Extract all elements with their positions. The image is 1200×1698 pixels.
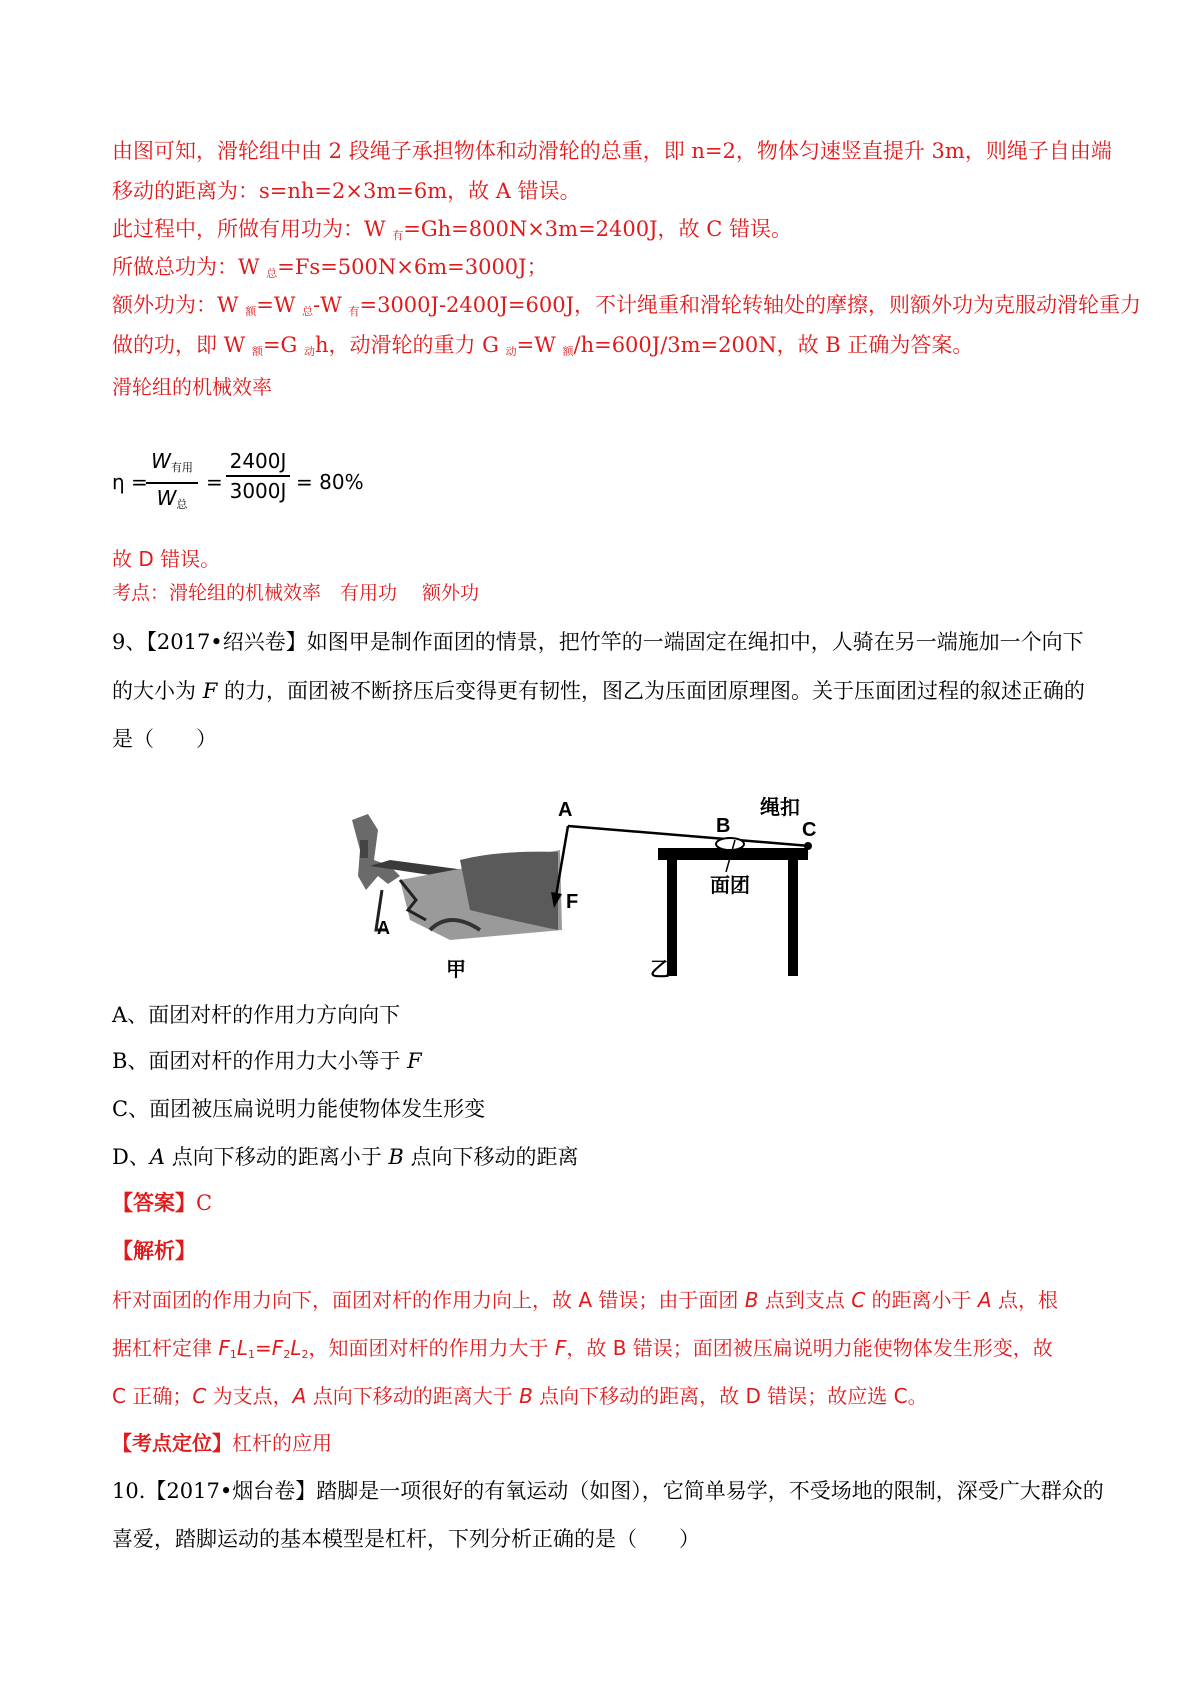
fig-label-shengkou: 绳扣: [760, 795, 800, 819]
q9-analysis-line-2: 据杠杆定律 $F_1L_1=F_2L_2$，知面团对杆的作用力大于 F，故 B 错误；面团被压扁说明力能使物体发生形变，故: [112, 1336, 1053, 1361]
solution-line-7: 滑轮组的机械效率: [112, 375, 272, 399]
efficiency-formula: [112, 448, 372, 518]
q9-kaodian: 【考点定位】杠杆的应用: [112, 1431, 332, 1455]
solution-line-4: 所做总功为：W $_总$=Fs=500N×6m=3000J；: [112, 255, 548, 280]
q9-figure: [330, 780, 890, 980]
q9-option-d: D、A 点向下移动的距离小于 B 点向下移动的距离: [112, 1145, 579, 1169]
fig-label-miantuan: 面团: [710, 873, 750, 897]
photo-jia: [352, 814, 562, 980]
fig-label-C: C: [802, 819, 817, 841]
fig-label-A: A: [558, 799, 573, 821]
q9-line-2: 的大小为 F 的力，面团被不断挤压后变得更有韧性，图乙为压面团原理图。关于压面团过程的叙述正确的: [112, 679, 1085, 703]
efficiency-result: = 80%: [296, 470, 364, 494]
solution-line-2: 移动的距离为：s=nh=2×3m=6m，故 A 错误。: [112, 179, 581, 203]
q10-line-1: 10.【2017•烟台卷】踏脚是一项很好的有氧运动（如图），它简单易学，不受场地的限制，深受广大群众的: [112, 1479, 1104, 1503]
q9-option-b: B、面团对杆的作用力大小等于 F: [112, 1049, 422, 1073]
diagram-yi: [551, 795, 816, 980]
q9-option-c: C、面团被压扁说明力能使物体发生形变: [112, 1097, 486, 1121]
fraction-w: $W_{有用}$ $W_总$: [146, 448, 198, 518]
solution-line-5: 额外功为：W $_额$=W $_总$-W $_有$=3000J-2400J=600J，不计绳重和滑轮转轴处的摩擦，则额外功为克服动滑轮重力: [112, 293, 1141, 318]
fig-label-jia: 甲: [446, 957, 466, 980]
eta-symbol: η =: [112, 470, 148, 494]
solution-line-6: 做的功，即 W $_额$=G $_动$h，动滑轮的重力 G $_动$=W $_额$/h=600J/3m=200N，故 B 正确为答案。: [112, 333, 974, 358]
fraction-values: 2400J 3000J: [226, 448, 290, 504]
fig-label-yi: 乙: [650, 957, 670, 980]
solution-line-8: 故 D 错误。: [112, 547, 221, 571]
q9-answer: 【答案】C: [112, 1190, 213, 1215]
fig-label-B: B: [716, 815, 731, 837]
equals-1: =: [206, 470, 223, 494]
solution-kaodian: 考点：滑轮组的机械效率 有用功 额外功: [112, 582, 480, 604]
q9-option-a: A、面团对杆的作用力方向向下: [112, 1003, 401, 1027]
q9-analysis-line-3: C 正确；C 为支点，A 点向下移动的距离大于 B 点向下移动的距离，故 D 错误；故应选 C。: [112, 1384, 928, 1408]
q9-analysis-label: 【解析】: [112, 1238, 196, 1263]
q10-line-2: 喜爱，踏脚运动的基本模型是杠杆，下列分析正确的是（ ）: [112, 1527, 700, 1551]
lever-diagram: [330, 780, 890, 980]
q9-line-3: 是（ ）: [112, 727, 217, 751]
solution-line-3: 此过程中，所做有用功为：W $_有$=Gh=800N×3m=2400J，故 C 错误。: [112, 217, 792, 242]
q9-analysis-line-1: 杆对面团的作用力向下，面团对杆的作用力向上，故 A 错误；由于面团 B 点到支点 C 的距离小于 A 点，根: [112, 1288, 1058, 1312]
fig-label-a-small: A: [377, 918, 390, 938]
q9-line-1: 9、【2017•绍兴卷】如图甲是制作面团的情景，把竹竿的一端固定在绳扣中，人骑在另一端施加一个向下: [112, 630, 1084, 654]
solution-line-1: 由图可知，滑轮组中由 2 段绳子承担物体和动滑轮的总重，即 n=2，物体匀速竖直提升 3m，则绳子自由端: [112, 139, 1112, 163]
fig-label-F: F: [566, 891, 579, 913]
